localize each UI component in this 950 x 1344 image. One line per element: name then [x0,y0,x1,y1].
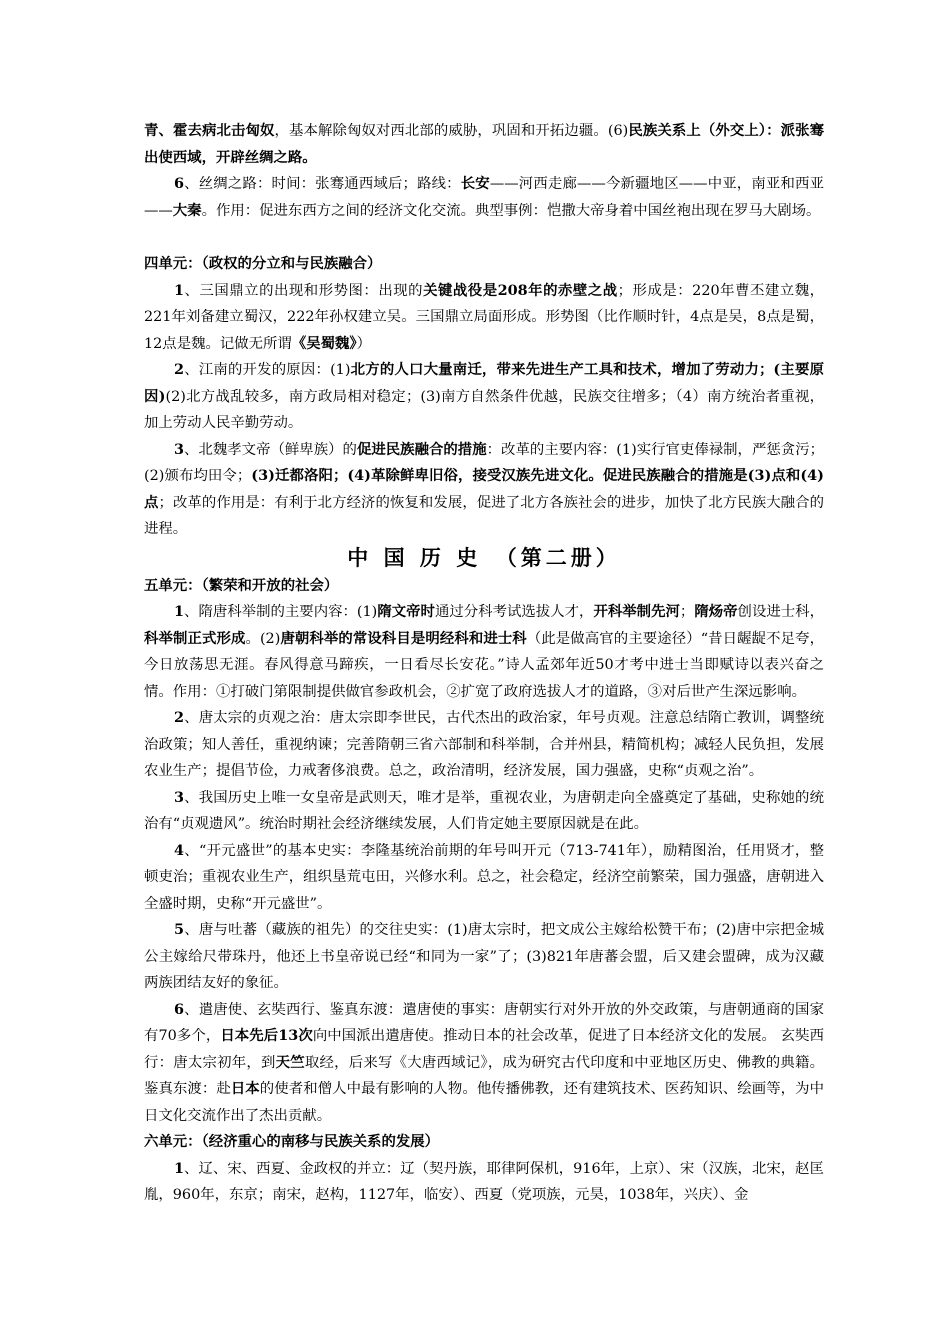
paragraph [144,997,824,1130]
text: 取经，后来写《大唐西域记》，成为研究古代印度和中亚地区历史、佛教的典籍。鉴真东渡：赴 [144,1054,824,1097]
text: 、江南的开发的原因：(1) [184,362,351,378]
bold-text: 大秦 [172,201,202,219]
bold-text: 天竺 [275,1053,305,1071]
bold-text: 长安 [460,175,490,192]
bold-text: 日本先后13次 [220,1027,313,1044]
text: 。(2) [245,630,281,647]
text: 、隋唐科举制的主要内容：(1) [184,604,378,620]
paragraph [144,171,824,224]
text: 、唐太宗的贞观之治：唐太宗即李世民，古代杰出的政治家，年号贞观。注意总结隋亡教训，调整统治政策；知人善任，重视纳谏；完善隋朝三省六部制和科举制，合并州县，精简机构；减轻人民负担，发展农业生产；提倡节俭，力戒奢侈浪费。总之，政治清明，经济发展，国力强盛，史称“贞观之治”。 [144,710,824,779]
paragraph [144,357,824,437]
unit6-heading: 六单元：（经济重心的南移与民族关系的发展） [144,1133,440,1150]
bold-text: 开科举制先河 [593,603,680,620]
item-number: 4 [174,841,185,859]
bold-text: 民族关系上（外交上）：派张骞出使西域，开辟丝绸之路。 [144,122,824,166]
item-number: 6 [174,1000,185,1018]
item-number: 2 [174,361,185,378]
paragraph [144,785,824,838]
text: 创设进士科， [737,604,824,620]
paragraph [144,599,824,705]
paragraph [144,1156,824,1209]
item-number: 1 [174,281,185,299]
bold-text: 隋文帝时 [377,603,435,620]
text: 通过分科考试选拔人才， [434,604,594,620]
text: (2)北方战乱较多，南方政局相对稳定；(3)南方自然条件优越，民族交往增多；（4）南方统治者重视，加上劳动人民辛勤劳动。 [144,388,824,431]
text: 的使者和僧人中最有影响的人物。他传播佛教，还有建筑技术、医药知识、绘画等，为中日文化交流作出了杰出贡献。 [144,1081,824,1124]
spacer [144,224,824,251]
document-page [144,118,824,1209]
item-number: 5 [174,921,185,938]
paragraph [144,705,824,785]
paragraph [144,917,824,997]
text: ；形成是：220年曹丕建立魏，221年刘备建立蜀汉，222年孙权建立吴。三国鼎立局面形成。形势图（比作顺时针，4点是吴，8点是蜀，12点是魏。记做无所谓 [144,282,825,352]
text: 向中国派出遣唐使。推动日本的社会改革，促进了日本经济文化的发展。 玄奘西行：唐太宗初年，到 [144,1028,825,1071]
paragraph [144,437,824,543]
text: 、丝绸之路：时间：张骞通西域后；路线： [184,176,461,192]
bold-text: 《吴蜀魏》 [291,334,357,352]
unit5-heading: 五单元：（繁荣和开放的社会） [144,576,339,594]
text: 、遣唐使、玄奘西行、鉴真东渡：遣唐使的事实：唐朝实行对外开放的外交政策，与唐朝通商的国家有70多个， [144,1001,824,1044]
bold-text: 青、霍去病北击匈奴 [144,122,275,139]
item-number: 6 [174,175,185,192]
bold-text: 关键战役是208年的赤壁之战 [423,281,618,299]
book-title: 中 国 历 史 （第二册） [347,544,621,570]
text: ； [679,604,695,620]
text: 、北魏孝文帝（鲜卑族）的 [184,441,357,458]
paragraph [144,118,824,171]
text: 、三国鼎立的出现和形势图：出现的 [184,282,424,299]
bold-text: (3)迁都洛阳；(4)革除鲜卑旧俗，接受汉族先进文化。促进民族融合的措施是(3)点和(4)点 [144,467,824,511]
bold-text: 唐朝科举的常设科目是明经科和进士科 [280,629,527,647]
text: ，基本解除匈奴对西北部的威胁，巩固和开拓边疆。(6) [274,123,629,139]
bold-text: 科举制正式形成 [144,629,246,647]
item-number: 2 [174,709,185,726]
text: 、“开元盛世”的基本史实：李隆基统治前期的年号叫开元（713-741年），励精图治，任用贤才，整顿吏治；重视农业生产，组织垦荒屯田，兴修水利。总之，社会稳定，经济空前繁荣，国力强盛，唐朝进入全盛时期，史称“开元盛世”。 [144,842,824,912]
item-number: 3 [174,440,185,458]
text: 、我国历史上唯一女皇帝是武则天，唯才是举，重视农业，为唐朝走向全盛奠定了基础，史称她的统治有“贞观遗风”。统治时期社会经济继续发展，人们肯定她主要原因就是在此。 [144,789,824,832]
bold-text: 隋炀帝 [694,603,738,620]
bold-text: 促进民族融合的措施 [356,440,487,458]
item-number: 1 [174,603,185,620]
text: ——河西走廊——今新疆地区——中亚，南亚和西亚—— [144,176,824,219]
item-number: 3 [174,788,185,806]
text: （此是做高官的主要途径）“昔日龌龊不足夸，今日放荡思无涯。春风得意马蹄疾，一日看尽长安花。”诗人孟郊年近50才考中进士当即赋诗以表兴奋之情。作用：①打破门第限制提供做官参政机会，②扩宽了政府选拔人才的道路，③对后世产生深远影响。 [144,630,825,700]
bold-text: 日本 [230,1080,260,1097]
text: 、辽、宋、西夏、金政权的并立：辽（契丹族，耶律阿保机，916年，上京）、宋（汉族，北宋，赵匡胤，960年，东京；南宋，赵构，1127年，临安）、西夏（党项族，元昊，1038年，兴庆）、金 [144,1160,824,1203]
bold-text: 北方的人口大量南迁，带来先进生产工具和技术，增加了劳动力；(主要原因) [144,361,824,405]
item-number: 1 [174,1159,185,1177]
paragraph [144,278,824,358]
paragraph [144,838,824,918]
text: ；改革的作用是：有利于北方经济的恢复和发展，促进了北方各族社会的进步，加快了北方民族大融合的进程。 [144,494,824,537]
unit4-heading: 四单元：（政权的分立和与民族融合） [144,255,382,272]
text: 、唐与吐蕃（藏族的祖先）的交往史实：(1)唐太宗时，把文成公主嫁给松赞干布；(2)唐中宗把金城公主嫁给尺带珠丹，他还上书皇帝说已经“和同为一家”了；(3)821年唐蕃会盟，后又建会盟碑，成为汉藏两族团结友好的象征。 [144,922,824,991]
text: ：改革的主要内容：(1)实行官吏俸禄制，严惩贪污；(2)颁布均田令； [144,441,824,484]
text: 。作用：促进东西方之间的经济文化交流。典型事例：恺撒大帝身着中国丝袍出现在罗马大剧场。 [201,202,821,219]
text: ） [356,335,371,352]
